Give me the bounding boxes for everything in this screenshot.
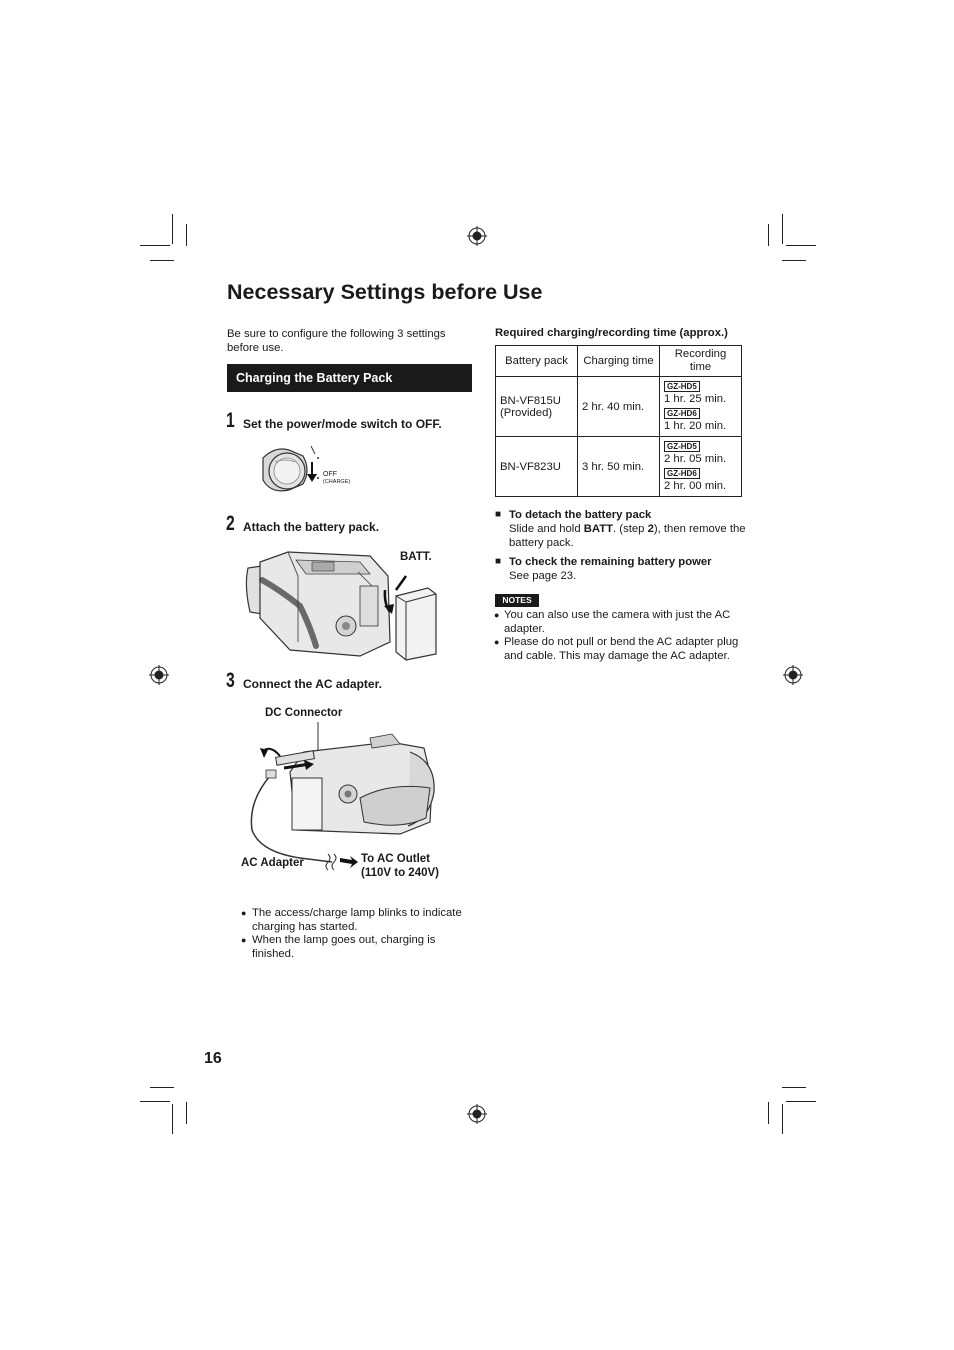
cell-recording-time: GZ-HD5 2 hr. 05 min. GZ-HD6 2 hr. 00 min.: [660, 437, 742, 497]
charging-table: [495, 345, 742, 497]
model-tag: GZ-HD5: [664, 441, 700, 452]
page-number: 16: [204, 1050, 222, 1067]
list-item: ● When the lamp goes out, charging is finished.: [241, 934, 436, 960]
step-text: Connect the AC adapter.: [243, 677, 382, 691]
model-tag: GZ-HD6: [664, 408, 700, 419]
step-number: 3: [226, 669, 235, 692]
bullet-icon: ●: [494, 610, 500, 620]
header-battery-pack: Battery pack: [496, 346, 578, 377]
notes-badge: NOTES: [495, 594, 539, 607]
ac-outlet-voltage-label: (110V to 240V): [361, 867, 439, 879]
ac-adapter-label: AC Adapter: [241, 857, 304, 869]
detach-text: Slide and hold BATT. (step 2), then remove the battery pack.: [509, 523, 746, 549]
ac-outlet-label: To AC Outlet: [361, 853, 430, 865]
detach-heading: To detach the battery pack: [509, 509, 652, 521]
step-text: Attach the battery pack.: [243, 520, 380, 534]
square-bullet-icon: ■: [495, 509, 502, 520]
table-row: [496, 377, 742, 437]
bullet-icon: ●: [241, 935, 247, 945]
list-item: ● Please do not pull or bend the AC adapter plug and cable. This may damage the AC adapter.: [494, 636, 739, 662]
power-switch-illustration: [255, 440, 365, 500]
header-recording-time: Recording time: [660, 346, 742, 377]
registration-mark-icon: [467, 226, 487, 246]
cell-charging-time: 3 hr. 50 min.: [578, 437, 660, 497]
page-title: Necessary Settings before Use: [227, 280, 543, 304]
batt-label: BATT.: [400, 551, 432, 563]
bullet-icon: ●: [494, 637, 500, 647]
dc-connector-label: DC Connector: [265, 707, 343, 719]
square-bullet-icon: ■: [495, 556, 502, 567]
step-number: 2: [226, 512, 235, 535]
list-item: ● You can also use the camera with just the AC adapter.: [494, 609, 731, 635]
cell-battery-pack: BN-VF823U: [496, 437, 578, 497]
list-item: ● The access/charge lamp blinks to indicate charging has started.: [241, 907, 462, 933]
registration-mark-icon: [467, 1104, 487, 1124]
header-charging-time: Charging time: [578, 346, 660, 377]
model-tag: GZ-HD5: [664, 381, 700, 392]
off-label: OFF: [323, 471, 337, 478]
section-banner: Charging the Battery Pack: [227, 364, 472, 392]
step-number: 1: [226, 409, 235, 432]
table-title: Required charging/recording time (approx.): [495, 327, 728, 339]
table-row: [496, 437, 742, 497]
cell-battery-pack: BN-VF815U (Provided): [496, 377, 578, 437]
model-tag: GZ-HD6: [664, 468, 700, 479]
registration-mark-icon: [149, 665, 169, 685]
table-header-row: [496, 346, 742, 377]
remaining-heading: To check the remaining battery power: [509, 556, 712, 568]
cell-charging-time: 2 hr. 40 min.: [578, 377, 660, 437]
registration-mark-icon: [783, 665, 803, 685]
cell-recording-time: GZ-HD5 1 hr. 25 min. GZ-HD6 1 hr. 20 min.: [660, 377, 742, 437]
step-text: Set the power/mode switch to OFF.: [243, 417, 442, 431]
camera-battery-illustration: [240, 546, 445, 666]
remaining-text: See page 23.: [509, 570, 577, 582]
intro-text: Be sure to configure the following 3 settings before use.: [227, 328, 446, 354]
charge-label: (CHARGE): [323, 479, 351, 485]
bullet-icon: ●: [241, 908, 247, 918]
